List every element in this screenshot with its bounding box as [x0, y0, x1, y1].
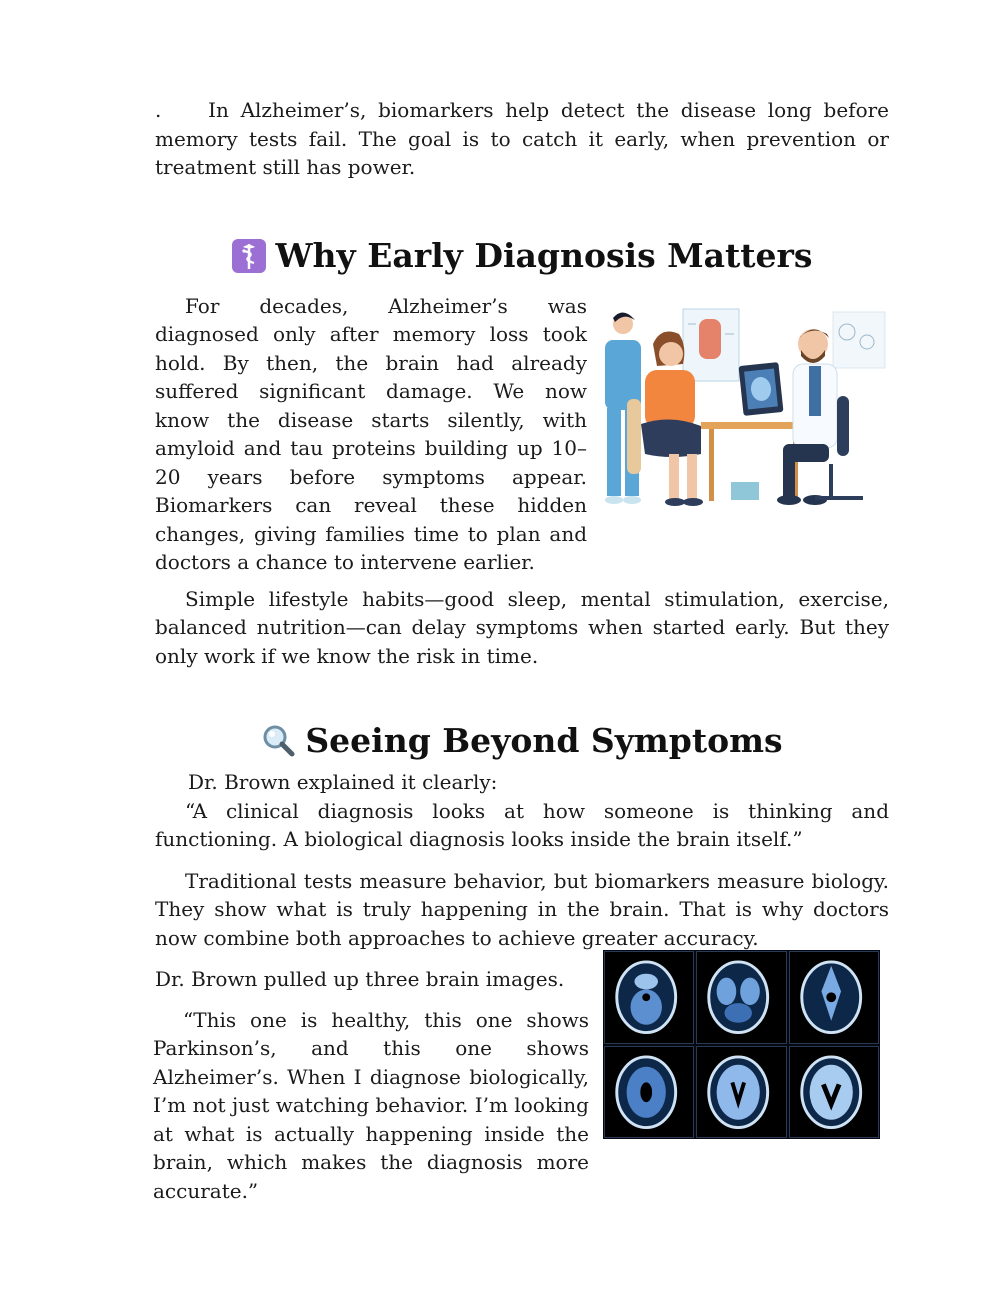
section-title: Why Early Diagnosis Matters	[275, 236, 813, 275]
lifestyle-paragraph: Simple lifestyle habits—good sleep, mental stimulation, exercise, balanced nutrition—can delay symptoms when started early. But they only work if we know the risk in time.	[155, 586, 889, 668]
brain-images-block	[155, 965, 889, 1205]
mri-scan	[789, 951, 879, 1044]
mri-scan	[696, 951, 786, 1044]
document-page	[155, 96, 889, 1205]
mri-scan	[604, 951, 694, 1044]
mri-scan	[604, 1046, 694, 1139]
early-diagnosis-paragraph: For decades, Alzheimer’s was diagnosed only after memory loss took hold. By then, the brain had already suffered significant damage. We now know the disease starts silently, with amyloid and tau proteins building up 10–20 years before symptoms appear. Biomarkers can reveal these hidden changes, giving families time to plan and doctors a chance to intervene earlier.	[155, 293, 587, 574]
medical-symbol-icon	[232, 239, 266, 273]
magnifying-glass-icon	[261, 723, 295, 757]
lead-text: Dr. Brown explained it clearly:	[188, 770, 498, 794]
section-heading-early-diagnosis	[155, 234, 889, 278]
section-heading-seeing-beyond	[155, 718, 889, 762]
intro-bullet: .	[155, 98, 162, 122]
mri-scan	[696, 1046, 786, 1139]
doctor-consultation-illustration	[601, 304, 889, 524]
brain-mri-scans	[603, 950, 880, 1139]
traditional-tests-paragraph: Traditional tests measure behavior, but biomarkers measure biology. They show what is truly happening in the brain. That is why doctors now combine both approaches to achieve greater accuracy.	[155, 868, 889, 950]
section-title: Seeing Beyond Symptoms	[305, 720, 783, 760]
brain-images-quote: “This one is healthy, this one shows Parkinson’s, and this one shows Alzheimer’s. When I diagnose biologically, I’m not just watching behavior. I’m looking at what is actually happening inside the brain, which makes the diagnosis more accurate.”	[153, 1007, 589, 1203]
intro-paragraph	[155, 96, 889, 182]
lead-paragraph	[155, 768, 889, 797]
intro-text: In Alzheimer’s, biomarkers help detect the disease long before memory tests fail. The goal is to catch it early, when prevention or treatment still has power.	[155, 98, 890, 179]
brain-images-lead: Dr. Brown pulled up three brain images.	[155, 967, 565, 991]
early-diagnosis-block	[155, 292, 889, 577]
mri-scan	[789, 1046, 879, 1139]
quote-paragraph: “A clinical diagnosis looks at how someone is thinking and functioning. A biological diagnosis looks inside the brain itself.”	[155, 798, 889, 851]
